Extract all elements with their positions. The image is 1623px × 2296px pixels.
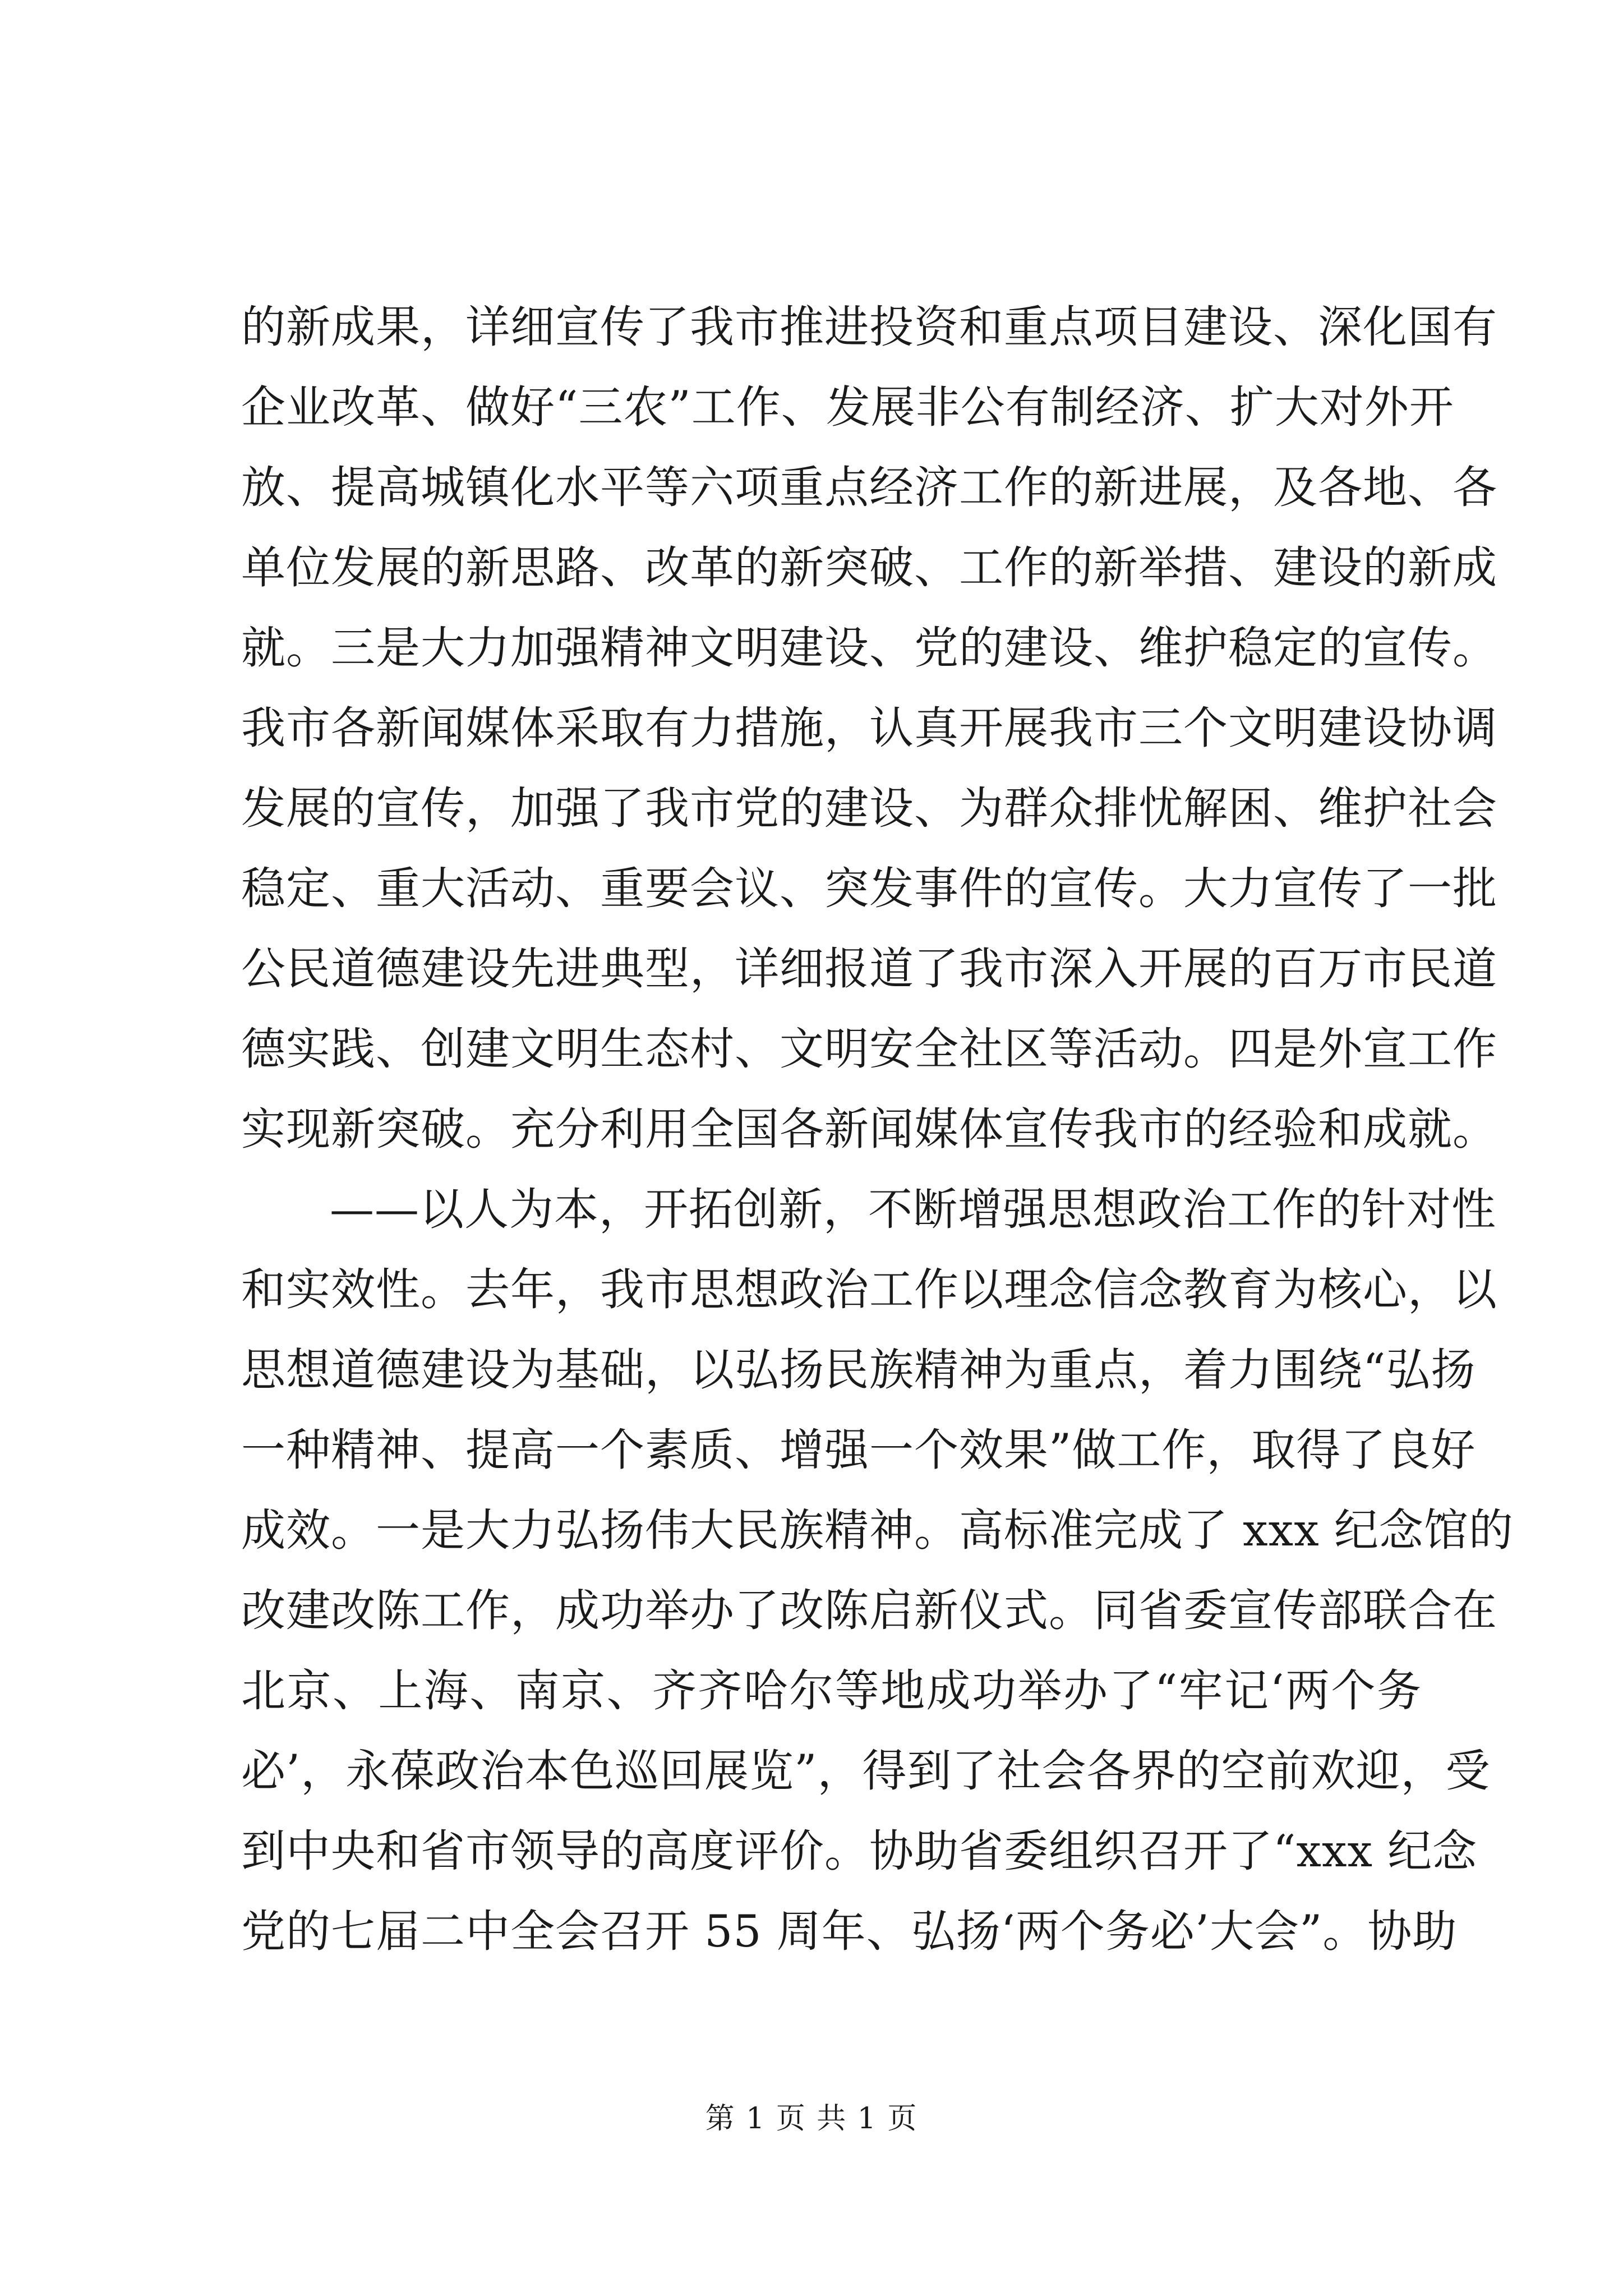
document-body — [241, 287, 1514, 1972]
paragraph-start-line: ——以人为本，开拓创新，不断增强思想政治工作的针对性 — [330, 1184, 1496, 1235]
text-line: 思想道德建设为基础，以弘扬民族精神为重点，着力围绕“弘扬 — [241, 1344, 1476, 1396]
text-line: 到中央和省市领导的高度评价。协助省委组织召开了“xxx 纪念 — [241, 1825, 1478, 1877]
text-line: 一种精神、提高一个素质、增强一个效果”做工作，取得了良好 — [241, 1424, 1476, 1476]
text-line: 公民道德建设先进典型，详细报道了我市深入开展的百万市民道 — [241, 943, 1497, 995]
page-footer: 第 1 页 共 1 页 — [705, 2102, 918, 2136]
text-line: 德实践、创建文明生态村、文明安全社区等活动。四是外宣工作 — [241, 1023, 1497, 1075]
text-line: 发展的宣传，加强了我市党的建设、为群众排忧解困、维护社会 — [241, 783, 1497, 834]
text-line: 我市各新闻媒体采取有力措施，认真开展我市三个文明建设协调 — [241, 702, 1497, 754]
text-line: 党的七届二中全会召开 55 周年、弘扬‘两个务必’大会”。协助 — [241, 1906, 1458, 1957]
text-line: 稳定、重大活动、重要会议、突发事件的宣传。大力宣传了一批 — [241, 863, 1497, 914]
text-line: 实现新突破。充分利用全国各新闻媒体宣传我市的经验和成就。 — [241, 1103, 1497, 1155]
text-line: 就。三是大力加强精神文明建设、党的建设、维护稳定的宣传。 — [241, 622, 1497, 674]
text-line: 的新成果，详细宣传了我市推进投资和重点项目建设、深化国有 — [241, 301, 1497, 353]
text-line: 必’，永葆政治本色巡回展览”，得到了社会各界的空前欢迎，受 — [241, 1745, 1491, 1797]
text-line: 单位发展的新思路、改革的新突破、工作的新举措、建设的新成 — [241, 542, 1497, 593]
text-line: 北京、上海、南京、齐齐哈尔等地成功举办了“牢记‘两个务 — [241, 1665, 1422, 1717]
text-line: 企业改革、做好“三农”工作、发展非公有制经济、扩大对外开 — [241, 381, 1454, 433]
text-line: 和实效性。去年，我市思想政治工作以理念信念教育为核心，以 — [241, 1264, 1497, 1315]
text-line: 改建改陈工作，成功举办了改陈启新仪式。同省委宣传部联合在 — [241, 1585, 1497, 1636]
text-line: 放、提高城镇化水平等六项重点经济工作的新进展，及各地、各 — [241, 462, 1497, 513]
text-line: 成效。一是大力弘扬伟大民族精神。高标准完成了 xxx 纪念馆的 — [241, 1504, 1514, 1556]
